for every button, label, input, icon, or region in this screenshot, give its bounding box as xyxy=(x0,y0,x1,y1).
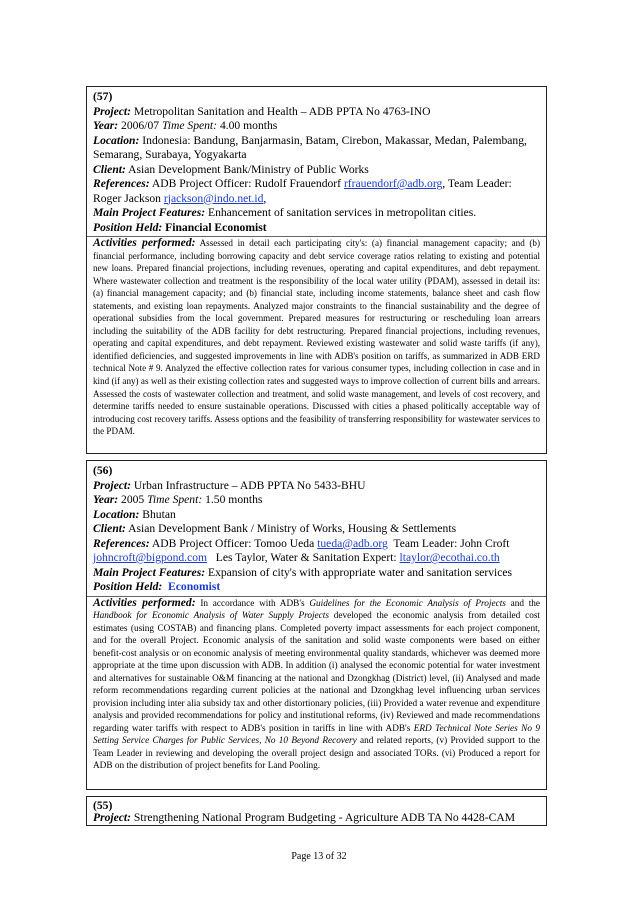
position-label: Position Held: xyxy=(93,580,163,593)
activities-text: developed the economic analysis from detailed cost estimates (using COSTAB) and financing plans. Completed poverty impact assessments for each project component, and for the overall Project. Economic analysis of the sanitation and solid waste components were based on either benefit-cost analysis or on economic analysis of meeting environmental quality standards, whichever was deemed more appropriate at the time upon discussion with ADB. In addition (i) analysed the economic potential for water investment and alternatives for sustainable O&M financing at the national and Dzongkhag (District) level, (ii) Analysed and made reform recommendations regarding current policies at the national and Dzongkhag level influencing urban services provision including inter alia subsidy tax and other distortionary policies, (iii) Provided a water revenue and expenditure analysis and provided recommendations for policy and institutional reforms, (iv) Reviewed and made recommendations regarding water tariffs with respect to ADB's position in tariffs in line with ADB's xyxy=(93,611,541,734)
entry-number: (57) xyxy=(93,90,113,103)
email-link[interactable]: ltaylor@ecothai.co.th xyxy=(399,551,500,564)
time-label: Time Spent: xyxy=(147,493,203,506)
activities-text-italic: Handbook for Economic Analysis of Water Supply Projects xyxy=(93,611,329,621)
features-label: Main Project Features: xyxy=(93,206,206,219)
location-value: Bhutan xyxy=(142,507,176,521)
references-label: References: xyxy=(93,536,150,550)
activities-label: Activities performed: xyxy=(93,595,196,609)
client-value: Asian Development Bank/Ministry of Public Works xyxy=(128,162,369,176)
activities-text-italic: Guidelines for the Economic Analysis of Projects xyxy=(309,598,506,609)
email-link[interactable]: rfrauendorf@adb.org xyxy=(343,177,443,190)
year-value: 2006/07 xyxy=(121,119,160,132)
year-label: Year: xyxy=(93,493,119,506)
project-label: Project: xyxy=(93,811,131,824)
references-label: References: xyxy=(93,177,150,190)
position-label: Position Held: xyxy=(93,220,163,234)
activities-text: and related reports, (v) Provided support to the Team Leader in reviewing and developing the overall project design and associated TORs. (vi) Produced a report for ADB on the distribution of project benefits for Land Pooling. xyxy=(93,736,541,771)
references-text: ADB Project Officer: Rudolf Frauendorf xyxy=(151,177,342,190)
activities-text: and the xyxy=(510,598,541,609)
references-text: , Team Leader: xyxy=(442,177,512,190)
entry-number: (56) xyxy=(93,464,113,477)
references-text: Roger Jackson xyxy=(93,191,161,205)
project-entry-57 xyxy=(86,86,547,454)
page-number: Page 13 of 32 xyxy=(291,851,347,862)
location-label: Location: xyxy=(93,507,140,521)
year-value: 2005 xyxy=(121,493,145,506)
project-title: Strengthening National Program Budgeting - Agriculture ADB TA No 4428-CAM xyxy=(133,811,515,824)
location-value-cont: Semarang, Surabaya, Yogyakarta xyxy=(93,148,247,161)
position-value: Financial Economist xyxy=(165,220,267,234)
references-text: , xyxy=(263,191,267,205)
client-label: Client: xyxy=(93,522,126,535)
activities-text: In accordance with ADB's xyxy=(200,598,305,609)
project-entry-55 xyxy=(86,796,547,826)
project-title: Metropolitan Sanitation and Health – ADB PPTA No 4763-INO xyxy=(133,104,431,118)
features-value: Enhancement of sanitation services in metropolitan cities. xyxy=(207,206,477,219)
email-link[interactable]: tueda@adb.org xyxy=(317,536,388,550)
email-link[interactable]: rjackson@indo.net.id xyxy=(163,191,264,205)
activities-text: Assessed in detail each participating city's: (a) financial management capacity; and (b) financial performance, including borrowing capacity and debt service coverage ratios relating to existing and potential new loans. Prepared financial projections, including revenues, operating and capital expenditures, and debt repayment. Where wastewater collection and treatment is the responsibility of the local water utility (PDAM), assessed in detail its: (a) financial management capacity; and (b) financial state, including income statements, balance sheet and cash flow statements, and existing loan repayments. Analyzed major constraints to the financial sustainability and the degree of operational subsidies from the local government. Prepared measures for restructuring or rescheduling loan arrears including the suitability of the ADB facility for debt restructuring. Prepared financial projections, including revenues, operating and capital expenditures, and debt repayment. Reviewed existing wastewater and solid waste tariffs (if any), identified deficiencies, and suggested improvements in line with ADB's position on tariffs, as summarized in ADB ERD technical Note # 9. Analyzed the effective collection rates for various consumer types, including collection in case and in kind (if any) as well as their existing collection rates and suggested ways to improve collection of current bills and arrears. Assessed the costs of wastewater collection and treatment, and solid waste management, and levels of cost recovery, and determine tariffs needed to ensure sustainable operations. Discussed with cities a phased politically acceptable way of introducing cost recovery tariffs. Assess options and the feasibility of transferring responsibility for wastewater services to the PDAM. xyxy=(93,238,540,437)
position-value: Economist xyxy=(168,580,221,593)
email-link[interactable]: johncroft@bigpond.com xyxy=(93,551,208,564)
references-text: Les Taylor, Water & Sanitation Expert: xyxy=(215,551,397,564)
client-value: Asian Development Bank / Ministry of Works, Housing & Settlements xyxy=(128,522,457,535)
project-label: Project: xyxy=(93,104,131,118)
location-value: Indonesia: Bandung, Banjarmasin, Batam, Cirebon, Makassar, Medan, Palembang, xyxy=(142,133,527,147)
features-label: Main Project Features: xyxy=(93,565,206,579)
references-text: Team Leader: John Croft xyxy=(393,536,510,550)
project-title: Urban Infrastructure – ADB PPTA No 5433-BHU xyxy=(133,478,366,492)
time-value: 1.50 months xyxy=(205,493,263,506)
project-label: Project: xyxy=(93,478,131,492)
entry-number: (55) xyxy=(93,799,113,812)
location-label: Location: xyxy=(93,133,140,147)
time-label: Time Spent: xyxy=(161,119,218,132)
project-entry-56 xyxy=(86,460,547,790)
references-text: ADB Project Officer: Tomoo Ueda xyxy=(151,536,315,550)
time-value: 4.00 months xyxy=(219,119,278,132)
activities-label: Activities performed: xyxy=(93,236,196,249)
year-label: Year: xyxy=(93,119,119,132)
client-label: Client: xyxy=(93,162,126,176)
activities-text-italic: ERD Technical Note Series No 9 Setting Service Charges for Public Services, No 10 Beyond Recovery xyxy=(93,723,540,746)
features-value: Expansion of city's with appropriate water and sanitation services xyxy=(207,565,513,579)
